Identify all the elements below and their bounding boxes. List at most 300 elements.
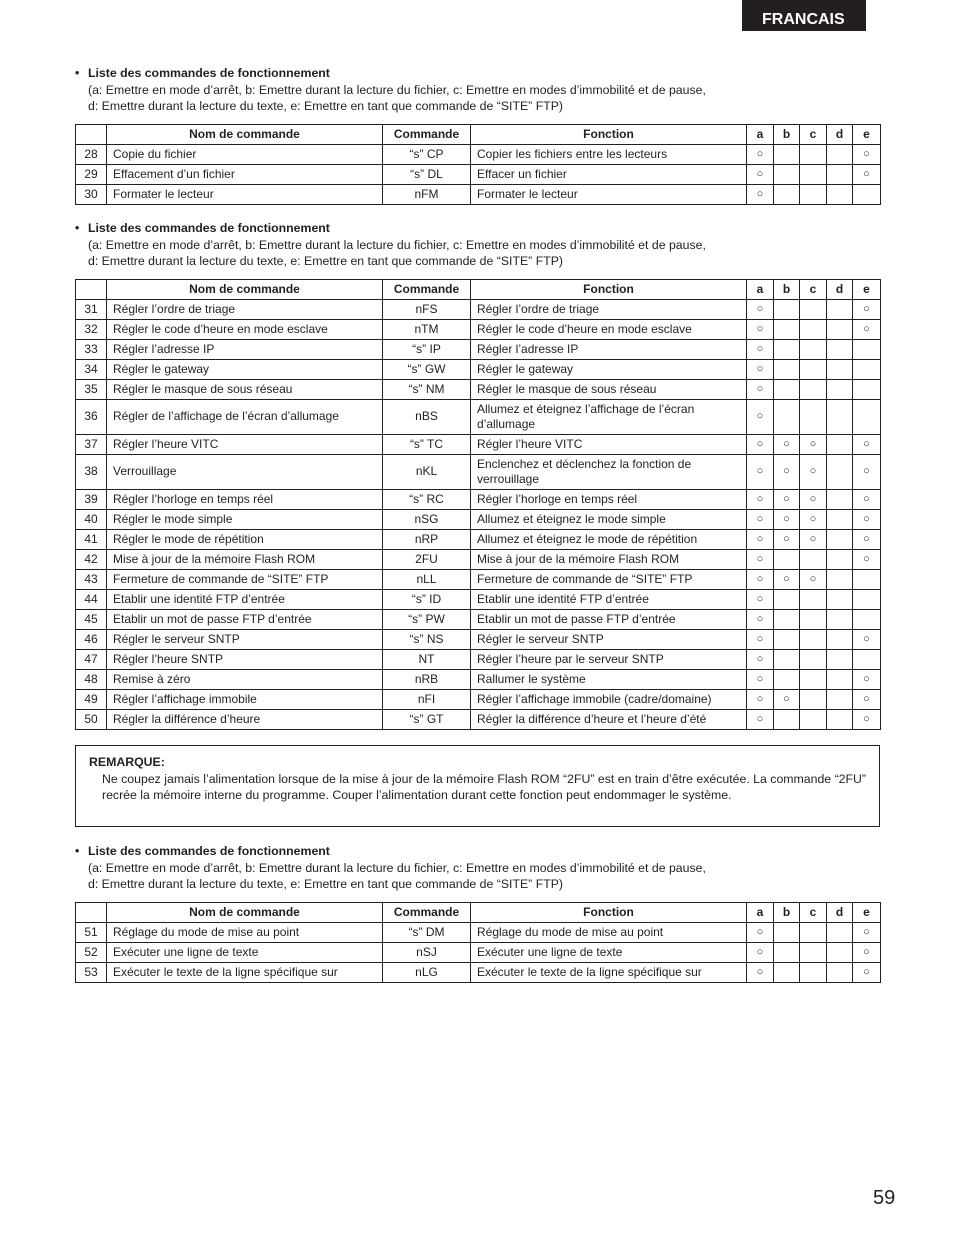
mode-cell-e (853, 164, 881, 184)
row-number: 35 (76, 379, 107, 399)
mode-cell-e (853, 399, 881, 434)
column-header-b: b (774, 279, 800, 299)
mode-cell-d (827, 589, 853, 609)
bullet-icon: • (75, 221, 80, 235)
mode-cell-c (800, 489, 827, 509)
table-row (76, 609, 881, 629)
mode-cell-c (800, 144, 827, 164)
mode-cell-b (774, 359, 800, 379)
mode-cell-e (853, 529, 881, 549)
row-number: 51 (76, 922, 107, 942)
mode-cell-c (800, 379, 827, 399)
remark-text: Ne coupez jamais l’alimentation lorsque de la mise à jour de la mémoire Flash ROM “2FU” est en train d’être exécutée. La commande “2FU” recrée la mémoire interne du programme. Couper l’alimentation durant cette fonction peut endommager le système. (102, 771, 866, 803)
mode-cell-c (800, 962, 827, 982)
circle-mark-icon: ○ (863, 532, 870, 545)
command-code: nSJ (383, 942, 471, 962)
row-number: 45 (76, 609, 107, 629)
command-code: nRP (383, 529, 471, 549)
mode-cell-d (827, 319, 853, 339)
circle-mark-icon: ○ (863, 167, 870, 180)
mode-cell-d (827, 669, 853, 689)
mode-cell-b (774, 434, 800, 454)
table-header-row (76, 124, 881, 144)
mode-cell-e (853, 299, 881, 319)
circle-mark-icon: ○ (756, 147, 764, 160)
command-name: Régler l’heure VITC (107, 434, 383, 454)
mode-cell-d (827, 359, 853, 379)
mode-cell-c (800, 509, 827, 529)
command-code: nBS (383, 399, 471, 434)
circle-mark-icon: ○ (783, 572, 790, 585)
mode-cell-d (827, 379, 853, 399)
row-number: 41 (76, 529, 107, 549)
command-function: Régler l’heure VITC (471, 434, 747, 454)
row-number: 29 (76, 164, 107, 184)
column-header-c: c (800, 902, 827, 922)
table-header-row (76, 902, 881, 922)
circle-mark-icon: ○ (863, 632, 870, 645)
mode-cell-d (827, 649, 853, 669)
mode-cell-a (747, 962, 774, 982)
mode-cell-d (827, 529, 853, 549)
row-number: 39 (76, 489, 107, 509)
table-row (76, 509, 881, 529)
circle-mark-icon: ○ (809, 437, 817, 450)
language-tab: FRANCAIS (742, 0, 866, 31)
command-function: Régler l’adresse IP (471, 339, 747, 359)
command-function: Effacer un fichier (471, 164, 747, 184)
command-code: nFS (383, 299, 471, 319)
mode-cell-a (747, 339, 774, 359)
circle-mark-icon: ○ (756, 362, 764, 375)
command-code: “s” TC (383, 434, 471, 454)
section-title-text: Liste des commandes de fonctionnement (88, 844, 330, 858)
row-number: 38 (76, 454, 107, 489)
legend-note-line: (a: Emettre en mode d’arrêt, b: Emettre durant la lecture du fichier, c: Emettre en modes d’immobilité et de pause, (88, 237, 706, 252)
command-function: Allumez et éteignez l’affichage de l’écran d’allumage (471, 399, 747, 434)
column-header-b: b (774, 902, 800, 922)
mode-cell-d (827, 549, 853, 569)
mode-cell-e (853, 649, 881, 669)
mode-cell-c (800, 549, 827, 569)
mode-cell-a (747, 489, 774, 509)
table-row (76, 299, 881, 319)
mode-cell-b (774, 629, 800, 649)
command-code: NT (383, 649, 471, 669)
column-header-a: a (747, 124, 774, 144)
command-code: nLG (383, 962, 471, 982)
circle-mark-icon: ○ (809, 465, 817, 477)
command-name: Mise à jour de la mémoire Flash ROM (107, 549, 383, 569)
column-header-function: Fonction (471, 902, 747, 922)
mode-cell-e (853, 669, 881, 689)
mode-cell-e (853, 629, 881, 649)
command-name: Régler l’ordre de triage (107, 299, 383, 319)
column-header-function: Fonction (471, 279, 747, 299)
table-row (76, 962, 881, 982)
circle-mark-icon: ○ (756, 437, 764, 450)
circle-mark-icon: ○ (863, 552, 870, 565)
row-number: 48 (76, 669, 107, 689)
mode-cell-c (800, 922, 827, 942)
mode-cell-a (747, 649, 774, 669)
mode-cell-b (774, 339, 800, 359)
circle-mark-icon: ○ (783, 465, 790, 477)
mode-cell-b (774, 942, 800, 962)
remark-title: REMARQUE: (89, 755, 165, 769)
command-code: nSG (383, 509, 471, 529)
mode-cell-b (774, 922, 800, 942)
command-name: Fermeture de commande de “SITE” FTP (107, 569, 383, 589)
circle-mark-icon: ○ (783, 512, 790, 525)
circle-mark-icon: ○ (863, 925, 870, 938)
command-name: Réglage du mode de mise au point (107, 922, 383, 942)
row-number: 50 (76, 709, 107, 729)
mode-cell-e (853, 549, 881, 569)
mode-cell-a (747, 922, 774, 942)
section-title (75, 843, 880, 860)
legend-note-line: d: Emettre durant la lecture du texte, e: Emettre en tant que commande de “SITE” FTP) (88, 99, 564, 113)
circle-mark-icon: ○ (783, 437, 790, 450)
table-row (76, 454, 881, 489)
mode-cell-d (827, 942, 853, 962)
mode-cell-e (853, 569, 881, 589)
circle-mark-icon: ○ (863, 302, 870, 315)
mode-cell-d (827, 489, 853, 509)
table-row (76, 339, 881, 359)
circle-mark-icon: ○ (809, 532, 817, 545)
mode-cell-e (853, 434, 881, 454)
column-header-a: a (747, 279, 774, 299)
command-code: nLL (383, 569, 471, 589)
circle-mark-icon: ○ (863, 437, 870, 450)
table-row (76, 689, 881, 709)
command-name: Régler le mode simple (107, 509, 383, 529)
mode-cell-c (800, 454, 827, 489)
mode-cell-a (747, 529, 774, 549)
circle-mark-icon: ○ (756, 512, 764, 525)
row-number: 46 (76, 629, 107, 649)
mode-cell-a (747, 589, 774, 609)
mode-cell-a (747, 319, 774, 339)
command-name: Verrouillage (107, 454, 383, 489)
circle-mark-icon: ○ (809, 492, 817, 505)
command-function: Régler le gateway (471, 359, 747, 379)
mode-cell-c (800, 569, 827, 589)
circle-mark-icon: ○ (863, 945, 870, 958)
mode-cell-b (774, 649, 800, 669)
command-name: Régler le gateway (107, 359, 383, 379)
command-name: Formater le lecteur (107, 184, 383, 204)
mode-cell-b (774, 319, 800, 339)
column-header-b: b (774, 124, 800, 144)
mode-cell-c (800, 689, 827, 709)
circle-mark-icon: ○ (783, 532, 790, 545)
mode-cell-d (827, 184, 853, 204)
command-name: Remise à zéro (107, 669, 383, 689)
command-name: Etablir une identité FTP d’entrée (107, 589, 383, 609)
page-number: 59 (873, 1187, 896, 1209)
mode-cell-a (747, 549, 774, 569)
row-number: 37 (76, 434, 107, 454)
mode-cell-d (827, 144, 853, 164)
circle-mark-icon: ○ (756, 342, 764, 355)
table-row (76, 489, 881, 509)
circle-mark-icon: ○ (756, 592, 764, 605)
mode-cell-d (827, 609, 853, 629)
mode-cell-d (827, 434, 853, 454)
mode-cell-a (747, 379, 774, 399)
command-function: Formater le lecteur (471, 184, 747, 204)
mode-cell-a (747, 184, 774, 204)
command-function: Etablir un mot de passe FTP d’entrée (471, 609, 747, 629)
mode-cell-c (800, 164, 827, 184)
row-number: 31 (76, 299, 107, 319)
column-header-c: c (800, 279, 827, 299)
command-name: Régler de l’affichage de l’écran d’allumage (107, 399, 383, 434)
circle-mark-icon: ○ (756, 632, 764, 645)
command-code: “s” RC (383, 489, 471, 509)
command-code: “s” GT (383, 709, 471, 729)
row-number: 36 (76, 399, 107, 434)
circle-mark-icon: ○ (756, 552, 764, 565)
mode-cell-b (774, 609, 800, 629)
mode-cell-c (800, 669, 827, 689)
command-name: Exécuter une ligne de texte (107, 942, 383, 962)
mode-cell-c (800, 589, 827, 609)
row-number: 28 (76, 144, 107, 164)
mode-cell-a (747, 359, 774, 379)
table-row (76, 669, 881, 689)
column-header-name: Nom de commande (107, 124, 383, 144)
command-function: Copier les fichiers entre les lecteurs (471, 144, 747, 164)
remark-box (75, 745, 880, 827)
command-function: Régler l’heure par le serveur SNTP (471, 649, 747, 669)
circle-mark-icon: ○ (756, 322, 764, 335)
mode-cell-d (827, 509, 853, 529)
circle-mark-icon: ○ (756, 692, 764, 705)
mode-cell-a (747, 399, 774, 434)
command-function: Régler le serveur SNTP (471, 629, 747, 649)
legend-note-line: d: Emettre durant la lecture du texte, e: Emettre en tant que commande de “SITE” FTP) (88, 877, 564, 891)
column-header-command: Commande (383, 902, 471, 922)
section-title (75, 220, 880, 237)
mode-cell-c (800, 609, 827, 629)
section-heading (75, 843, 880, 893)
row-number: 49 (76, 689, 107, 709)
table-row (76, 399, 881, 434)
circle-mark-icon: ○ (756, 465, 764, 477)
command-section-3 (75, 843, 880, 983)
command-code: nRB (383, 669, 471, 689)
circle-mark-icon: ○ (756, 965, 764, 978)
column-header-a: a (747, 902, 774, 922)
table-row (76, 144, 881, 164)
column-header-d: d (827, 902, 853, 922)
mode-cell-b (774, 962, 800, 982)
command-function: Exécuter le texte de la ligne spécifique sur (471, 962, 747, 982)
command-function: Régler l’ordre de triage (471, 299, 747, 319)
command-code: nFI (383, 689, 471, 709)
circle-mark-icon: ○ (863, 712, 870, 725)
table-row (76, 529, 881, 549)
table-row (76, 164, 881, 184)
mode-cell-c (800, 399, 827, 434)
circle-mark-icon: ○ (783, 692, 790, 705)
circle-mark-icon: ○ (863, 965, 870, 978)
column-header-function: Fonction (471, 124, 747, 144)
row-number: 42 (76, 549, 107, 569)
mode-cell-a (747, 454, 774, 489)
command-code: nTM (383, 319, 471, 339)
column-header-d: d (827, 279, 853, 299)
bullet-icon: • (75, 66, 80, 80)
mode-cell-d (827, 689, 853, 709)
command-code: “s” NM (383, 379, 471, 399)
column-header-num (76, 902, 107, 922)
command-code: nKL (383, 454, 471, 489)
row-number: 43 (76, 569, 107, 589)
mode-cell-e (853, 379, 881, 399)
column-header-command: Commande (383, 124, 471, 144)
mode-cell-e (853, 184, 881, 204)
mode-cell-d (827, 569, 853, 589)
column-header-d: d (827, 124, 853, 144)
mode-cell-c (800, 709, 827, 729)
circle-mark-icon: ○ (863, 672, 870, 685)
mode-cell-d (827, 164, 853, 184)
legend-note-line: (a: Emettre en mode d’arrêt, b: Emettre durant la lecture du fichier, c: Emettre en modes d’immobilité et de pause, (88, 82, 706, 97)
mode-cell-a (747, 942, 774, 962)
circle-mark-icon: ○ (863, 492, 870, 505)
circle-mark-icon: ○ (863, 692, 870, 705)
section-title-text: Liste des commandes de fonctionnement (88, 66, 330, 80)
command-function: Enclenchez et déclenchez la fonction de verrouillage (471, 454, 747, 489)
command-function: Fermeture de commande de “SITE” FTP (471, 569, 747, 589)
mode-cell-c (800, 942, 827, 962)
mode-cell-d (827, 454, 853, 489)
command-function: Allumez et éteignez le mode de répétition (471, 529, 747, 549)
mode-cell-c (800, 359, 827, 379)
circle-mark-icon: ○ (863, 512, 870, 525)
table-row (76, 379, 881, 399)
row-number: 53 (76, 962, 107, 982)
row-number: 47 (76, 649, 107, 669)
mode-cell-b (774, 399, 800, 434)
mode-cell-b (774, 549, 800, 569)
mode-cell-b (774, 509, 800, 529)
command-code: nFM (383, 184, 471, 204)
table-row (76, 629, 881, 649)
mode-cell-a (747, 669, 774, 689)
command-function: Allumez et éteignez le mode simple (471, 509, 747, 529)
command-section-2 (75, 220, 880, 730)
circle-mark-icon: ○ (756, 382, 764, 395)
circle-mark-icon: ○ (783, 492, 790, 505)
row-number: 32 (76, 319, 107, 339)
mode-cell-e (853, 359, 881, 379)
mode-cell-d (827, 299, 853, 319)
mode-cell-a (747, 509, 774, 529)
mode-cell-d (827, 922, 853, 942)
mode-cell-b (774, 709, 800, 729)
row-number: 40 (76, 509, 107, 529)
table-row (76, 359, 881, 379)
mode-cell-d (827, 399, 853, 434)
command-table (75, 902, 881, 983)
column-header-e: e (853, 902, 881, 922)
circle-mark-icon: ○ (756, 652, 764, 665)
column-header-num (76, 124, 107, 144)
table-row (76, 649, 881, 669)
command-function: Rallumer le système (471, 669, 747, 689)
command-code: “s” CP (383, 144, 471, 164)
column-header-name: Nom de commande (107, 902, 383, 922)
mode-cell-a (747, 689, 774, 709)
command-function: Régler le code d’heure en mode esclave (471, 319, 747, 339)
mode-cell-b (774, 454, 800, 489)
bullet-icon: • (75, 844, 80, 858)
mode-cell-b (774, 489, 800, 509)
section-heading (75, 220, 880, 270)
row-number: 44 (76, 589, 107, 609)
mode-cell-a (747, 629, 774, 649)
circle-mark-icon: ○ (756, 187, 764, 200)
circle-mark-icon: ○ (756, 712, 764, 725)
circle-mark-icon: ○ (863, 465, 870, 477)
circle-mark-icon: ○ (756, 612, 764, 625)
column-header-c: c (800, 124, 827, 144)
mode-cell-d (827, 709, 853, 729)
circle-mark-icon: ○ (809, 572, 817, 585)
column-header-num (76, 279, 107, 299)
table-row (76, 434, 881, 454)
table-row (76, 549, 881, 569)
command-function: Exécuter une ligne de texte (471, 942, 747, 962)
mode-cell-a (747, 569, 774, 589)
command-code: 2FU (383, 549, 471, 569)
mode-cell-b (774, 689, 800, 709)
command-name: Etablir un mot de passe FTP d’entrée (107, 609, 383, 629)
mode-cell-a (747, 434, 774, 454)
row-number: 34 (76, 359, 107, 379)
circle-mark-icon: ○ (756, 302, 764, 315)
command-name: Copie du fichier (107, 144, 383, 164)
row-number: 33 (76, 339, 107, 359)
table-header-row (76, 279, 881, 299)
column-header-name: Nom de commande (107, 279, 383, 299)
circle-mark-icon: ○ (756, 572, 764, 585)
command-code: “s” GW (383, 359, 471, 379)
mode-cell-e (853, 339, 881, 359)
command-function: Mise à jour de la mémoire Flash ROM (471, 549, 747, 569)
mode-cell-e (853, 609, 881, 629)
circle-mark-icon: ○ (809, 512, 817, 525)
command-function: Réglage du mode de mise au point (471, 922, 747, 942)
command-name: Régler la différence d’heure (107, 709, 383, 729)
mode-cell-b (774, 669, 800, 689)
mode-cell-e (853, 144, 881, 164)
mode-cell-e (853, 942, 881, 962)
command-name: Régler l’adresse IP (107, 339, 383, 359)
command-function: Régler l’horloge en temps réel (471, 489, 747, 509)
column-header-e: e (853, 124, 881, 144)
circle-mark-icon: ○ (756, 532, 764, 545)
mode-cell-c (800, 434, 827, 454)
table-row (76, 922, 881, 942)
command-table (75, 279, 881, 730)
circle-mark-icon: ○ (756, 945, 764, 958)
